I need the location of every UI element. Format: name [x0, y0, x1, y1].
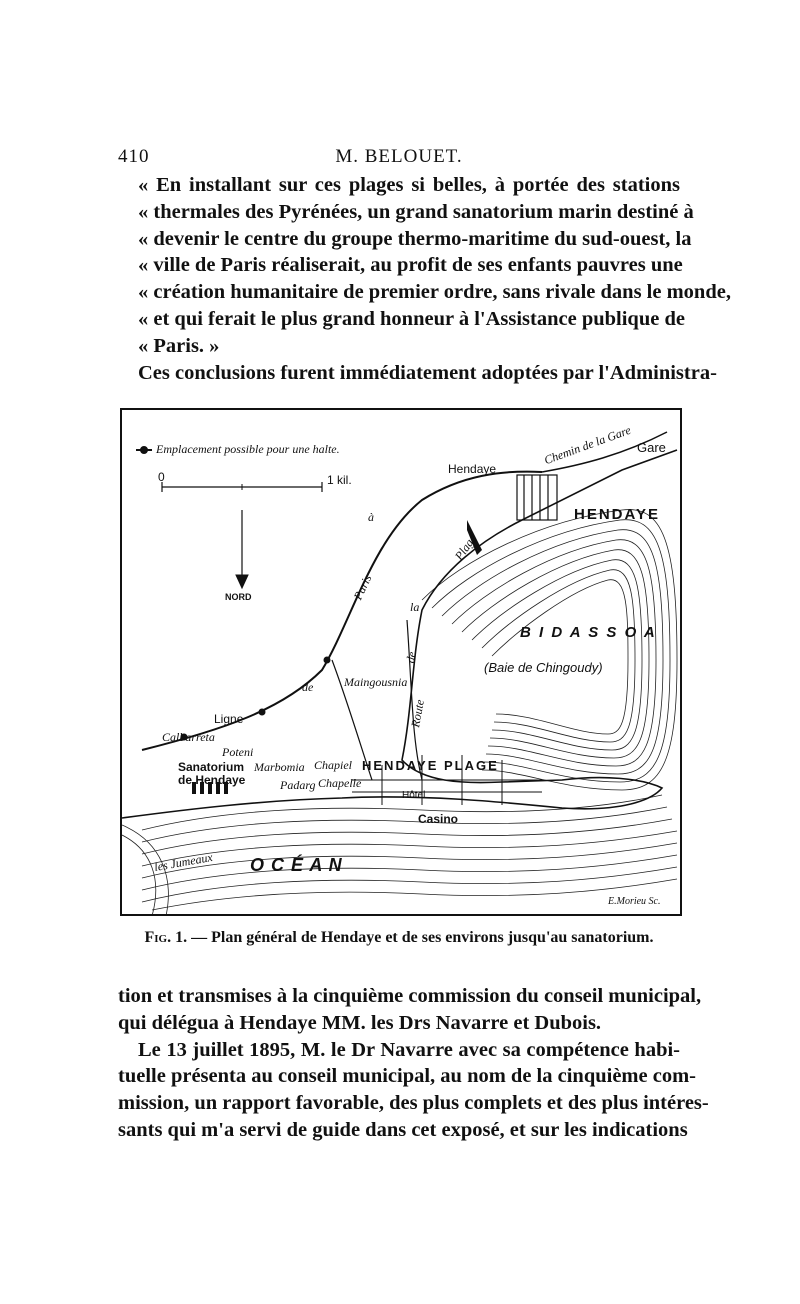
label-route-la: la	[410, 600, 420, 614]
label-poteni: Poteni	[222, 745, 254, 759]
text-line: mission, un rapport favorable, des plus complets et des plus intéres-	[118, 1092, 709, 1115]
legend-text: Emplacement possible pour une halte.	[156, 442, 340, 456]
text-line: tion et transmises à la cinquième commission du conseil municipal,	[118, 985, 702, 1007]
label-calbarreta: Calbarreta	[162, 730, 215, 744]
engraver-signature: E.Morieu Sc.	[608, 896, 661, 907]
label-chapelle: Chapelle	[318, 776, 362, 790]
label-de-hendaye: de Hendaye	[178, 773, 246, 787]
label-marbomia: Marbomia	[254, 760, 305, 774]
label-hotel: Hôtel	[402, 790, 426, 801]
quote-paragraph	[118, 172, 731, 386]
page-header	[118, 146, 680, 170]
label-maingousnia: Maingousnia	[344, 675, 408, 689]
label-route-plage: Plage	[451, 531, 480, 563]
text-line: « thermales des Pyrénées, un grand sanatorium marin destiné à	[138, 200, 694, 223]
label-ligne: Ligne	[214, 712, 244, 726]
page-number: 410	[118, 146, 150, 167]
north-label: NORD	[225, 592, 252, 602]
label-hendaye-station: Hendaye	[448, 462, 497, 476]
label-de: de	[302, 680, 314, 694]
label-ocean: O C É A N	[250, 855, 343, 875]
text-line: qui délégua à Hendaye MM. les Drs Navarre et Dubois.	[118, 1011, 602, 1034]
figure-caption-text: — Plan général de Hendaye et de ses environs jusqu'au sanatorium.	[187, 929, 654, 946]
text-line: « et qui ferait le plus grand honneur à l'Assistance publique de	[138, 307, 685, 330]
railway-line	[142, 472, 542, 750]
scale-zero: 0	[158, 470, 165, 484]
text-line: « Paris. »	[138, 334, 220, 357]
label-gare: Gare	[637, 440, 666, 455]
label-hendaye-town: HENDAYE	[574, 506, 660, 523]
label-chapiel: Chapiel	[314, 758, 352, 772]
scale-end: 1 kil.	[327, 473, 352, 487]
label-chemin-gare: Chemin de la Gare	[542, 422, 633, 468]
label-casino: Casino	[418, 812, 459, 826]
text-line: sants qui m'a servi de guide dans cet exposé, et sur les indications	[118, 1118, 688, 1141]
text-line: tuelle présenta au conseil municipal, au nom de la cinquième com-	[118, 1065, 696, 1088]
map-figure	[120, 408, 682, 916]
label-paris: Paris	[350, 572, 375, 603]
label-jumeaux: les Jumeaux	[153, 849, 214, 875]
halt-markers	[181, 657, 331, 741]
body-paragraph	[118, 983, 709, 1144]
north-arrow	[236, 510, 248, 588]
text-line: « devenir le centre du groupe thermo-maritime du sud-ouest, la	[138, 227, 692, 250]
label-route-a: à	[368, 510, 374, 524]
text-line: « ville de Paris réaliserait, au profit de ses enfants pauvres une	[138, 254, 683, 277]
label-padarg: Padarg	[280, 778, 316, 792]
label-baie-chingoudy: (Baie de Chingoudy)	[484, 660, 603, 675]
text-line: Le 13 juillet 1895, M. le Dr Navarre avec sa compétence habi-	[138, 1038, 680, 1061]
label-sanatorium: Sanatorium	[178, 760, 245, 774]
figure-caption	[118, 929, 680, 947]
text-line: « En installant sur ces plages si belles, à portée des stations	[138, 174, 680, 196]
label-hendaye-plage: HENDAYE PLAGE	[362, 758, 499, 773]
figure-label: Fig. 1.	[144, 929, 188, 946]
label-route-de: de	[403, 650, 420, 665]
label-bidassoa: B I D A S S O A	[520, 624, 657, 641]
text-line: Ces conclusions furent immédiatement adoptées par l'Administra-	[138, 361, 717, 384]
text-line: « création humanitaire de premier ordre, sans rivale dans le monde,	[138, 281, 731, 304]
label-route-route: Route	[408, 698, 427, 729]
running-title: M. BELOUET.	[335, 146, 463, 167]
